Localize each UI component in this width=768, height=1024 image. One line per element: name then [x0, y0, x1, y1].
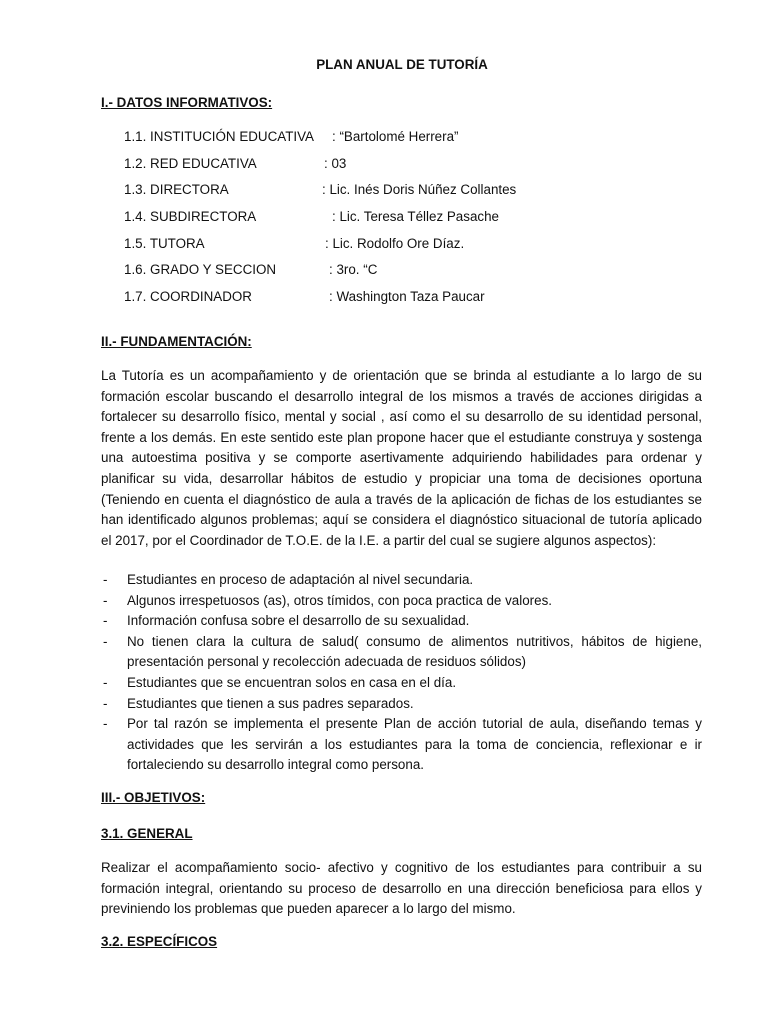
- info-row-tutora: [124, 236, 465, 251]
- bullet-marker: -: [103, 674, 108, 690]
- list-item: [101, 673, 702, 694]
- info-value: : Lic. Inés Doris Núñez Collantes: [322, 182, 517, 197]
- info-label: 1.2. RED EDUCATIVA: [124, 156, 257, 171]
- section-heading-objetivos: III.- OBJETIVOS:: [101, 790, 206, 805]
- bullet-marker: -: [103, 716, 108, 732]
- problems-list: [101, 570, 702, 776]
- bullet-marker: -: [103, 572, 108, 587]
- list-item: [101, 611, 702, 632]
- bullet-marker: -: [103, 592, 108, 608]
- list-item: [101, 694, 702, 715]
- info-value: : “Bartolomé Herrera”: [332, 129, 459, 144]
- info-label: 1.3. DIRECTORA: [124, 182, 229, 197]
- fundamentacion-paragraph: La Tutoría es un acompañamiento y de orientación que se brinda al estudiante a lo largo de su formación escolar buscando el desarrollo integral de los mismos a través de acciones dirigidas a fortalecer su desarrollo físico, mental y social , así como el su desarrollo de su identidad personal, frente a los demás. En este sentido este plan propone hacer que el estudiante construya y sostenga una autoestima positiva y se comporte asertivamente adquiriendo habilidades para ordenar y planificar su vida, desarrollar hábitos de estudio y propiciar una toma de decisiones oportuna (Teniendo en cuenta el diagnóstico de aula a través de la aplicación de fichas de los estudiantes se han identificado algunos problemas; aquí se considera el diagnóstico situacional de tutoría aplicado el 2017, por el Coordinador de T.O.E. de la I.E. a partir del cual se sugiere algunos aspectos):: [101, 368, 702, 548]
- list-item: [101, 591, 702, 612]
- subsection-heading-general: 3.1. GENERAL: [101, 826, 193, 841]
- info-value: : Lic. Teresa Téllez Pasache: [332, 209, 499, 224]
- list-item-text: Algunos irrespetuosos (as), otros tímidos, con poca practica de valores.: [127, 592, 552, 608]
- info-row-subdirectora: [124, 209, 499, 224]
- list-item: [101, 714, 702, 776]
- subsection-heading-especificos: 3.2. ESPECÍFICOS: [101, 934, 218, 949]
- list-item-text: Estudiantes que se encuentran solos en casa en el día.: [127, 674, 457, 690]
- list-item-text: Información confusa sobre el desarrollo de su sexualidad.: [127, 613, 470, 629]
- document-title: PLAN ANUAL DE TUTORÍA: [316, 57, 488, 72]
- info-label: 1.4. SUBDIRECTORA: [124, 209, 257, 224]
- section-heading-datos-informativos: I.- DATOS INFORMATIVOS:: [101, 95, 273, 110]
- info-row-coordinador: [124, 289, 485, 304]
- info-label: 1.5. TUTORA: [124, 236, 205, 251]
- info-row-directora: [124, 182, 517, 197]
- bullet-marker: -: [103, 613, 108, 629]
- list-item-text: Estudiantes que tienen a sus padres separados.: [127, 695, 414, 711]
- list-item-text: No tienen clara la cultura de salud( consumo de alimentos nutritivos, hábitos de higiene, presentación personal y recolección adecuada de residuos sólidos): [127, 633, 702, 670]
- info-value: : Washington Taza Paucar: [329, 289, 485, 304]
- info-row-institucion: [124, 129, 459, 144]
- info-value: : 3ro. “C: [329, 262, 378, 277]
- bullet-marker: -: [103, 695, 108, 711]
- info-value: : Lic. Rodolfo Ore Díaz.: [325, 236, 465, 251]
- bullet-marker: -: [103, 633, 108, 649]
- info-row-grado-seccion: [124, 262, 378, 277]
- info-row-red-educativa: [124, 156, 347, 171]
- list-item-text: Estudiantes en proceso de adaptación al nivel secundaria.: [127, 572, 474, 587]
- info-value: : 03: [324, 156, 347, 171]
- general-objective-paragraph: Realizar el acompañamiento socio- afectivo y cognitivo de los estudiantes para contribuir a su formación integral, orientando su proceso de desarrollo en una dirección beneficiosa para ellos y previniendo los problemas que pueden aparecer a lo largo del mismo.: [101, 860, 702, 917]
- list-item-text: Por tal razón se implementa el presente Plan de acción tutorial de aula, diseñando temas y actividades que les servirán a los estudiantes para la toma de conciencia, reflexionar e ir fortaleciendo su desarrollo integral como persona.: [127, 716, 702, 773]
- list-item: [101, 570, 702, 591]
- info-label: 1.6. GRADO Y SECCION: [124, 262, 277, 277]
- info-label: 1.7. COORDINADOR: [124, 289, 252, 304]
- section-heading-fundamentacion: II.- FUNDAMENTACIÓN:: [101, 334, 252, 349]
- info-label: 1.1. INSTITUCIÓN EDUCATIVA: [124, 129, 314, 144]
- list-item: [101, 632, 702, 673]
